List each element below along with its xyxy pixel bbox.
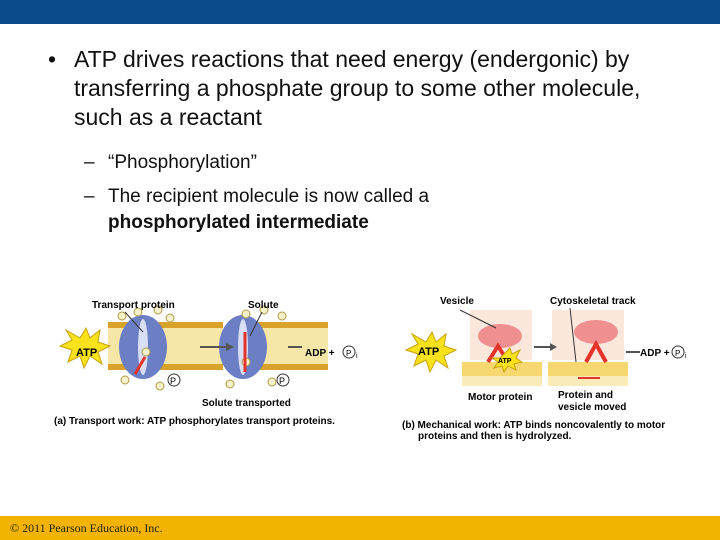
bullet-text: ATP drives reactions that need energy (endergonic) by transferring a phosphate group to some other molecule, such as a reactant: [74, 46, 641, 130]
adp-label-b: ADP +: [640, 348, 670, 359]
sub-bullet-1-text: “Phosphorylation”: [108, 152, 257, 173]
sub-bullet-2-plain: The recipient molecule is now called a: [108, 186, 430, 207]
bullet-marker: •: [48, 46, 57, 72]
sub-bullet-2-bold: phosphorylated intermediate: [108, 212, 369, 233]
pi-label-b: P: [675, 349, 681, 358]
pi-label: P: [346, 349, 352, 358]
pi-sub-label: i: [356, 353, 358, 360]
figure-mechanical-work: [400, 292, 700, 442]
cytoskeletal-track-label: Cytoskeletal track: [550, 296, 636, 307]
sub-bullet-2-text: [108, 184, 628, 236]
vesicle-moved-label: vesicle moved: [558, 402, 627, 413]
top-bar: [0, 0, 720, 24]
adp-label: ADP +: [305, 348, 335, 359]
atp-label-b: ATP: [418, 346, 440, 358]
sub-bullet-marker: –: [84, 186, 95, 207]
pi-sub-label-b: i: [685, 353, 687, 360]
figure-a-caption: (a) Transport work: ATP phosphorylates transport proteins.: [54, 416, 335, 427]
atp-small-label: ATP: [498, 358, 512, 365]
track-shadow-left: [462, 376, 542, 386]
cytoskeletal-track-right: [548, 362, 628, 376]
figure-b-caption-line2: proteins and then is hydrolyzed.: [418, 431, 572, 442]
atp-label: ATP: [76, 347, 98, 359]
phosphate-label-right: P: [279, 376, 286, 386]
solute-label: Solute: [248, 300, 279, 311]
sub-bullet-marker: –: [84, 152, 95, 173]
transport-protein-label: Transport protein: [92, 300, 175, 311]
protein-moved-label: Protein and: [558, 390, 614, 401]
copyright: © 2011 Pearson Education, Inc.: [10, 521, 163, 535]
phosphate-label-left: P: [170, 376, 177, 386]
solute-transported-label: Solute transported: [202, 398, 291, 409]
vesicle-label: Vesicle: [440, 296, 474, 307]
figure-b-caption-line1: (b) Mechanical work: ATP binds noncovalently to motor: [402, 420, 666, 431]
motor-protein-label: Motor protein: [468, 392, 533, 403]
vesicle-left: [478, 324, 522, 348]
figure-transport-work: [50, 292, 370, 432]
